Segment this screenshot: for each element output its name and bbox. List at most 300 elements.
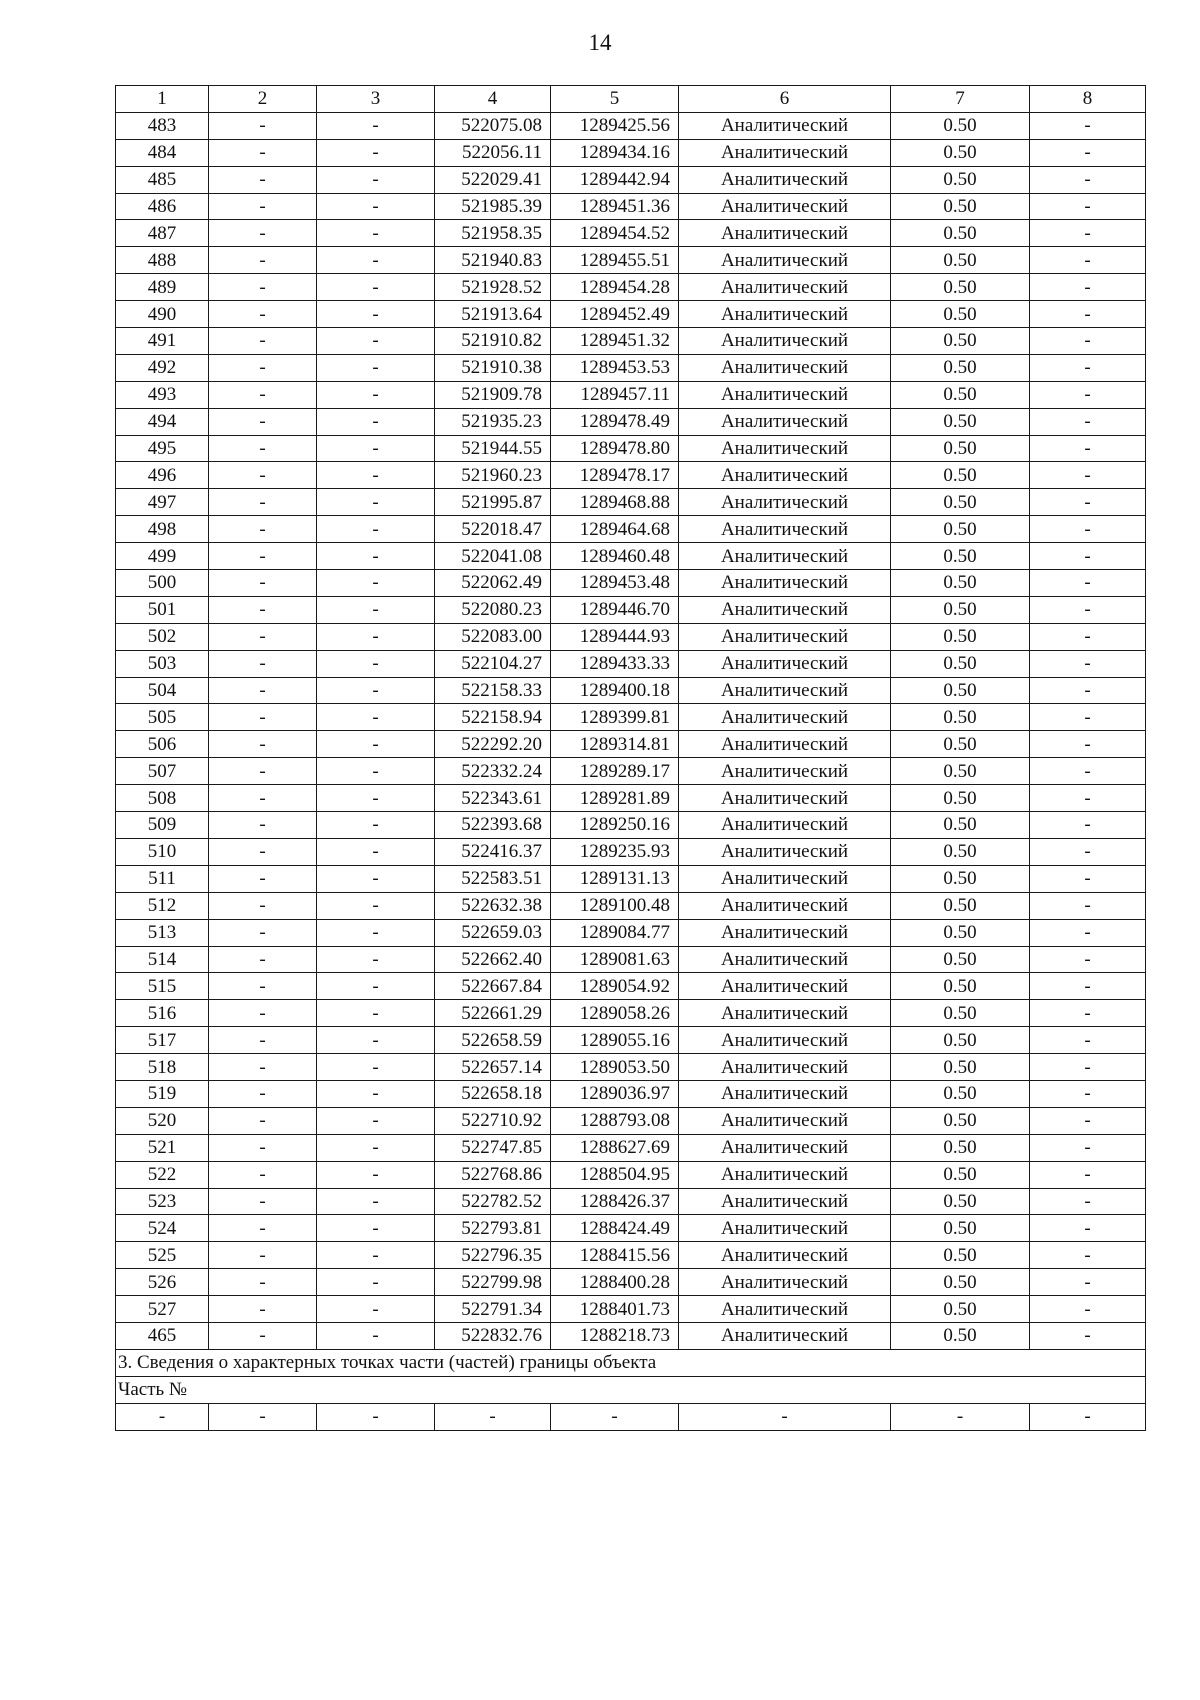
method-cell: Аналитический: [679, 812, 891, 839]
points-table-body: [116, 112, 1146, 1349]
y-coordinate-cell: 1289053.50: [551, 1054, 679, 1081]
x-coordinate-cell: 522659.03: [435, 919, 551, 946]
y-coordinate-cell: 1288401.73: [551, 1296, 679, 1323]
accuracy-cell: 0.50: [891, 1054, 1030, 1081]
col2-cell: -: [209, 1080, 317, 1107]
point-number-cell: 523: [116, 1188, 209, 1215]
x-coordinate-cell: 522416.37: [435, 838, 551, 865]
y-coordinate-cell: 1288426.37: [551, 1188, 679, 1215]
col3-cell: -: [317, 1188, 435, 1215]
accuracy-cell: 0.50: [891, 166, 1030, 193]
point-number-cell: 485: [116, 166, 209, 193]
table-row: [116, 1107, 1146, 1134]
x-coordinate-cell: 522062.49: [435, 570, 551, 597]
col8-cell: -: [1030, 1000, 1146, 1027]
col2-cell: -: [209, 328, 317, 355]
y-coordinate-cell: 1289281.89: [551, 785, 679, 812]
col3-cell: -: [317, 274, 435, 301]
point-number-cell: 518: [116, 1054, 209, 1081]
y-coordinate-cell: 1288415.56: [551, 1242, 679, 1269]
y-coordinate-cell: 1289451.32: [551, 328, 679, 355]
col2-cell: -: [209, 462, 317, 489]
point-number-cell: 509: [116, 812, 209, 839]
table-cell: -: [317, 1403, 435, 1430]
method-cell: Аналитический: [679, 1134, 891, 1161]
x-coordinate-cell: 521913.64: [435, 301, 551, 328]
method-cell: Аналитический: [679, 973, 891, 1000]
method-cell: Аналитический: [679, 1027, 891, 1054]
col2-cell: -: [209, 435, 317, 462]
accuracy-cell: 0.50: [891, 247, 1030, 274]
accuracy-cell: 0.50: [891, 570, 1030, 597]
accuracy-cell: 0.50: [891, 865, 1030, 892]
table-row: [116, 1215, 1146, 1242]
x-coordinate-cell: 522075.08: [435, 112, 551, 139]
col3-cell: -: [317, 731, 435, 758]
table-cell: -: [435, 1403, 551, 1430]
col8-cell: -: [1030, 1322, 1146, 1349]
table-row: [116, 516, 1146, 543]
col3-cell: -: [317, 1296, 435, 1323]
accuracy-cell: 0.50: [891, 677, 1030, 704]
accuracy-cell: 0.50: [891, 543, 1030, 570]
method-cell: Аналитический: [679, 193, 891, 220]
point-number-cell: 510: [116, 838, 209, 865]
table-cell: -: [551, 1403, 679, 1430]
table-row: [116, 543, 1146, 570]
table-row: [116, 704, 1146, 731]
col2-cell: -: [209, 785, 317, 812]
col2-cell: -: [209, 1215, 317, 1242]
method-cell: Аналитический: [679, 785, 891, 812]
point-number-cell: 495: [116, 435, 209, 462]
x-coordinate-cell: 522158.33: [435, 677, 551, 704]
col8-cell: -: [1030, 516, 1146, 543]
method-cell: Аналитический: [679, 1322, 891, 1349]
point-number-cell: 484: [116, 139, 209, 166]
table-row: [116, 677, 1146, 704]
col2-cell: -: [209, 892, 317, 919]
point-number-cell: 491: [116, 328, 209, 355]
accuracy-cell: 0.50: [891, 1134, 1030, 1161]
col8-cell: -: [1030, 623, 1146, 650]
table-row: [116, 785, 1146, 812]
col8-cell: -: [1030, 1242, 1146, 1269]
accuracy-cell: 0.50: [891, 489, 1030, 516]
accuracy-cell: 0.50: [891, 1000, 1030, 1027]
method-cell: Аналитический: [679, 1000, 891, 1027]
col3-cell: -: [317, 650, 435, 677]
method-cell: Аналитический: [679, 328, 891, 355]
point-number-cell: 522: [116, 1161, 209, 1188]
accuracy-cell: 0.50: [891, 973, 1030, 1000]
method-cell: Аналитический: [679, 516, 891, 543]
table-row: [116, 408, 1146, 435]
x-coordinate-cell: 521944.55: [435, 435, 551, 462]
y-coordinate-cell: 1289081.63: [551, 946, 679, 973]
accuracy-cell: 0.50: [891, 301, 1030, 328]
x-coordinate-cell: 522662.40: [435, 946, 551, 973]
accuracy-cell: 0.50: [891, 892, 1030, 919]
table-row: [116, 731, 1146, 758]
method-cell: Аналитический: [679, 919, 891, 946]
accuracy-cell: 0.50: [891, 462, 1030, 489]
y-coordinate-cell: 1289289.17: [551, 758, 679, 785]
method-cell: Аналитический: [679, 220, 891, 247]
point-number-cell: 503: [116, 650, 209, 677]
point-number-cell: 502: [116, 623, 209, 650]
col8-cell: -: [1030, 596, 1146, 623]
col8-cell: -: [1030, 1134, 1146, 1161]
column-header: 4: [435, 86, 551, 113]
x-coordinate-cell: 522393.68: [435, 812, 551, 839]
method-cell: Аналитический: [679, 677, 891, 704]
table-row: [116, 193, 1146, 220]
x-coordinate-cell: 522793.81: [435, 1215, 551, 1242]
col2-cell: -: [209, 1134, 317, 1161]
y-coordinate-cell: 1289464.68: [551, 516, 679, 543]
table-row: [116, 112, 1146, 139]
col8-cell: -: [1030, 220, 1146, 247]
column-number-row: [116, 86, 1146, 113]
col3-cell: -: [317, 570, 435, 597]
col2-cell: -: [209, 543, 317, 570]
x-coordinate-cell: 521985.39: [435, 193, 551, 220]
x-coordinate-cell: 522657.14: [435, 1054, 551, 1081]
col2-cell: -: [209, 704, 317, 731]
method-cell: Аналитический: [679, 543, 891, 570]
x-coordinate-cell: 522658.59: [435, 1027, 551, 1054]
point-number-cell: 527: [116, 1296, 209, 1323]
col8-cell: -: [1030, 274, 1146, 301]
point-number-cell: 489: [116, 274, 209, 301]
col2-cell: -: [209, 247, 317, 274]
y-coordinate-cell: 1289453.48: [551, 570, 679, 597]
method-cell: Аналитический: [679, 408, 891, 435]
method-cell: Аналитический: [679, 462, 891, 489]
point-number-cell: 488: [116, 247, 209, 274]
y-coordinate-cell: 1289444.93: [551, 623, 679, 650]
point-number-cell: 486: [116, 193, 209, 220]
col3-cell: -: [317, 596, 435, 623]
point-number-cell: 504: [116, 677, 209, 704]
col3-cell: -: [317, 1000, 435, 1027]
table-row: [116, 381, 1146, 408]
table-row: [116, 1161, 1146, 1188]
y-coordinate-cell: 1289457.11: [551, 381, 679, 408]
col3-cell: -: [317, 1242, 435, 1269]
table-row: [116, 570, 1146, 597]
col2-cell: -: [209, 946, 317, 973]
col8-cell: -: [1030, 731, 1146, 758]
accuracy-cell: 0.50: [891, 435, 1030, 462]
col2-cell: -: [209, 865, 317, 892]
col2-cell: -: [209, 623, 317, 650]
col2-cell: -: [209, 838, 317, 865]
table-row: [116, 973, 1146, 1000]
y-coordinate-cell: 1289425.56: [551, 112, 679, 139]
y-coordinate-cell: 1289055.16: [551, 1027, 679, 1054]
accuracy-cell: 0.50: [891, 516, 1030, 543]
point-number-cell: 492: [116, 354, 209, 381]
x-coordinate-cell: 521910.38: [435, 354, 551, 381]
x-coordinate-cell: 522768.86: [435, 1161, 551, 1188]
table-row: [116, 166, 1146, 193]
col2-cell: -: [209, 1107, 317, 1134]
col8-cell: -: [1030, 408, 1146, 435]
x-coordinate-cell: 522292.20: [435, 731, 551, 758]
col2-cell: -: [209, 1269, 317, 1296]
point-number-cell: 516: [116, 1000, 209, 1027]
col2-cell: -: [209, 1054, 317, 1081]
point-number-cell: 524: [116, 1215, 209, 1242]
col8-cell: -: [1030, 758, 1146, 785]
accuracy-cell: 0.50: [891, 785, 1030, 812]
col2-cell: -: [209, 220, 317, 247]
col8-cell: -: [1030, 166, 1146, 193]
col3-cell: -: [317, 354, 435, 381]
col8-cell: -: [1030, 462, 1146, 489]
y-coordinate-cell: 1289446.70: [551, 596, 679, 623]
x-coordinate-cell: 521910.82: [435, 328, 551, 355]
col3-cell: -: [317, 865, 435, 892]
method-cell: Аналитический: [679, 1269, 891, 1296]
empty-part-row: [116, 1403, 1146, 1430]
col3-cell: -: [317, 1161, 435, 1188]
col8-cell: -: [1030, 1027, 1146, 1054]
section-title: 3. Сведения о характерных точках части (частей) границы объекта: [116, 1349, 1146, 1376]
col8-cell: -: [1030, 946, 1146, 973]
table-row: [116, 946, 1146, 973]
point-number-cell: 496: [116, 462, 209, 489]
method-cell: Аналитический: [679, 865, 891, 892]
x-coordinate-cell: 521909.78: [435, 381, 551, 408]
method-cell: Аналитический: [679, 139, 891, 166]
point-number-cell: 493: [116, 381, 209, 408]
col3-cell: -: [317, 112, 435, 139]
col2-cell: -: [209, 1027, 317, 1054]
accuracy-cell: 0.50: [891, 1107, 1030, 1134]
x-coordinate-cell: 522796.35: [435, 1242, 551, 1269]
x-coordinate-cell: 522080.23: [435, 596, 551, 623]
table-row: [116, 435, 1146, 462]
method-cell: Аналитический: [679, 650, 891, 677]
col3-cell: -: [317, 489, 435, 516]
col8-cell: -: [1030, 247, 1146, 274]
point-number-cell: 501: [116, 596, 209, 623]
point-number-cell: 515: [116, 973, 209, 1000]
accuracy-cell: 0.50: [891, 193, 1030, 220]
point-number-cell: 498: [116, 516, 209, 543]
x-coordinate-cell: 521958.35: [435, 220, 551, 247]
table-row: [116, 220, 1146, 247]
y-coordinate-cell: 1289399.81: [551, 704, 679, 731]
col3-cell: -: [317, 247, 435, 274]
col8-cell: -: [1030, 489, 1146, 516]
part-row: [116, 1376, 1146, 1403]
col3-cell: -: [317, 462, 435, 489]
y-coordinate-cell: 1288400.28: [551, 1269, 679, 1296]
col3-cell: -: [317, 516, 435, 543]
col8-cell: -: [1030, 1269, 1146, 1296]
col3-cell: -: [317, 623, 435, 650]
col8-cell: -: [1030, 1296, 1146, 1323]
col2-cell: -: [209, 731, 317, 758]
col3-cell: -: [317, 220, 435, 247]
accuracy-cell: 0.50: [891, 408, 1030, 435]
point-number-cell: 517: [116, 1027, 209, 1054]
x-coordinate-cell: 522799.98: [435, 1269, 551, 1296]
col2-cell: -: [209, 919, 317, 946]
accuracy-cell: 0.50: [891, 1215, 1030, 1242]
col2-cell: -: [209, 193, 317, 220]
col8-cell: -: [1030, 328, 1146, 355]
col3-cell: -: [317, 892, 435, 919]
y-coordinate-cell: 1289433.33: [551, 650, 679, 677]
y-coordinate-cell: 1289468.88: [551, 489, 679, 516]
col3-cell: -: [317, 408, 435, 435]
y-coordinate-cell: 1289451.36: [551, 193, 679, 220]
table-row: [116, 892, 1146, 919]
col3-cell: -: [317, 677, 435, 704]
x-coordinate-cell: 521940.83: [435, 247, 551, 274]
col3-cell: -: [317, 139, 435, 166]
y-coordinate-cell: 1289400.18: [551, 677, 679, 704]
col2-cell: -: [209, 1242, 317, 1269]
col2-cell: -: [209, 381, 317, 408]
accuracy-cell: 0.50: [891, 139, 1030, 166]
accuracy-cell: 0.50: [891, 919, 1030, 946]
table-cell: -: [891, 1403, 1030, 1430]
col2-cell: -: [209, 139, 317, 166]
table-row: [116, 1054, 1146, 1081]
method-cell: Аналитический: [679, 1215, 891, 1242]
accuracy-cell: 0.50: [891, 731, 1030, 758]
method-cell: Аналитический: [679, 247, 891, 274]
accuracy-cell: 0.50: [891, 623, 1030, 650]
col3-cell: -: [317, 1215, 435, 1242]
table-row: [116, 812, 1146, 839]
x-coordinate-cell: 522782.52: [435, 1188, 551, 1215]
method-cell: Аналитический: [679, 381, 891, 408]
x-coordinate-cell: 521928.52: [435, 274, 551, 301]
method-cell: Аналитический: [679, 489, 891, 516]
col8-cell: -: [1030, 193, 1146, 220]
col8-cell: -: [1030, 704, 1146, 731]
table-row: [116, 1296, 1146, 1323]
accuracy-cell: 0.50: [891, 1322, 1030, 1349]
col2-cell: -: [209, 758, 317, 785]
table-row: [116, 354, 1146, 381]
point-number-cell: 521: [116, 1134, 209, 1161]
table-row: [116, 328, 1146, 355]
y-coordinate-cell: 1288424.49: [551, 1215, 679, 1242]
point-number-cell: 520: [116, 1107, 209, 1134]
y-coordinate-cell: 1288218.73: [551, 1322, 679, 1349]
col3-cell: -: [317, 812, 435, 839]
point-number-cell: 511: [116, 865, 209, 892]
table-cell: -: [1030, 1403, 1146, 1430]
y-coordinate-cell: 1289054.92: [551, 973, 679, 1000]
col2-cell: -: [209, 1296, 317, 1323]
y-coordinate-cell: 1289452.49: [551, 301, 679, 328]
col8-cell: -: [1030, 1161, 1146, 1188]
table-row: [116, 919, 1146, 946]
point-number-cell: 519: [116, 1080, 209, 1107]
y-coordinate-cell: 1289235.93: [551, 838, 679, 865]
table-row: [116, 838, 1146, 865]
method-cell: Аналитический: [679, 731, 891, 758]
y-coordinate-cell: 1289454.52: [551, 220, 679, 247]
col2-cell: -: [209, 516, 317, 543]
section-row: [116, 1349, 1146, 1376]
x-coordinate-cell: 522343.61: [435, 785, 551, 812]
col8-cell: -: [1030, 1107, 1146, 1134]
col8-cell: -: [1030, 435, 1146, 462]
y-coordinate-cell: 1289250.16: [551, 812, 679, 839]
method-cell: Аналитический: [679, 301, 891, 328]
y-coordinate-cell: 1289058.26: [551, 1000, 679, 1027]
col2-cell: -: [209, 166, 317, 193]
method-cell: Аналитический: [679, 1107, 891, 1134]
table-row: [116, 301, 1146, 328]
method-cell: Аналитический: [679, 435, 891, 462]
x-coordinate-cell: 522710.92: [435, 1107, 551, 1134]
column-header: 2: [209, 86, 317, 113]
x-coordinate-cell: 522041.08: [435, 543, 551, 570]
col3-cell: -: [317, 543, 435, 570]
col8-cell: -: [1030, 112, 1146, 139]
y-coordinate-cell: 1288793.08: [551, 1107, 679, 1134]
table-row: [116, 1080, 1146, 1107]
method-cell: Аналитический: [679, 1054, 891, 1081]
col8-cell: -: [1030, 1080, 1146, 1107]
y-coordinate-cell: 1289455.51: [551, 247, 679, 274]
method-cell: Аналитический: [679, 758, 891, 785]
x-coordinate-cell: 522056.11: [435, 139, 551, 166]
col2-cell: -: [209, 812, 317, 839]
accuracy-cell: 0.50: [891, 838, 1030, 865]
point-number-cell: 505: [116, 704, 209, 731]
point-number-cell: 483: [116, 112, 209, 139]
point-number-cell: 526: [116, 1269, 209, 1296]
point-number-cell: 490: [116, 301, 209, 328]
col3-cell: -: [317, 1107, 435, 1134]
x-coordinate-cell: 522632.38: [435, 892, 551, 919]
table-row: [116, 489, 1146, 516]
accuracy-cell: 0.50: [891, 381, 1030, 408]
x-coordinate-cell: 522832.76: [435, 1322, 551, 1349]
x-coordinate-cell: 522018.47: [435, 516, 551, 543]
method-cell: Аналитический: [679, 570, 891, 597]
point-number-cell: 487: [116, 220, 209, 247]
y-coordinate-cell: 1289434.16: [551, 139, 679, 166]
x-coordinate-cell: 522104.27: [435, 650, 551, 677]
y-coordinate-cell: 1289453.53: [551, 354, 679, 381]
y-coordinate-cell: 1289100.48: [551, 892, 679, 919]
y-coordinate-cell: 1289454.28: [551, 274, 679, 301]
method-cell: Аналитический: [679, 1080, 891, 1107]
col8-cell: -: [1030, 865, 1146, 892]
point-number-cell: 465: [116, 1322, 209, 1349]
col3-cell: -: [317, 328, 435, 355]
col2-cell: -: [209, 112, 317, 139]
col2-cell: -: [209, 973, 317, 1000]
table-row: [116, 1188, 1146, 1215]
col8-cell: -: [1030, 543, 1146, 570]
accuracy-cell: 0.50: [891, 650, 1030, 677]
table-row: [116, 139, 1146, 166]
